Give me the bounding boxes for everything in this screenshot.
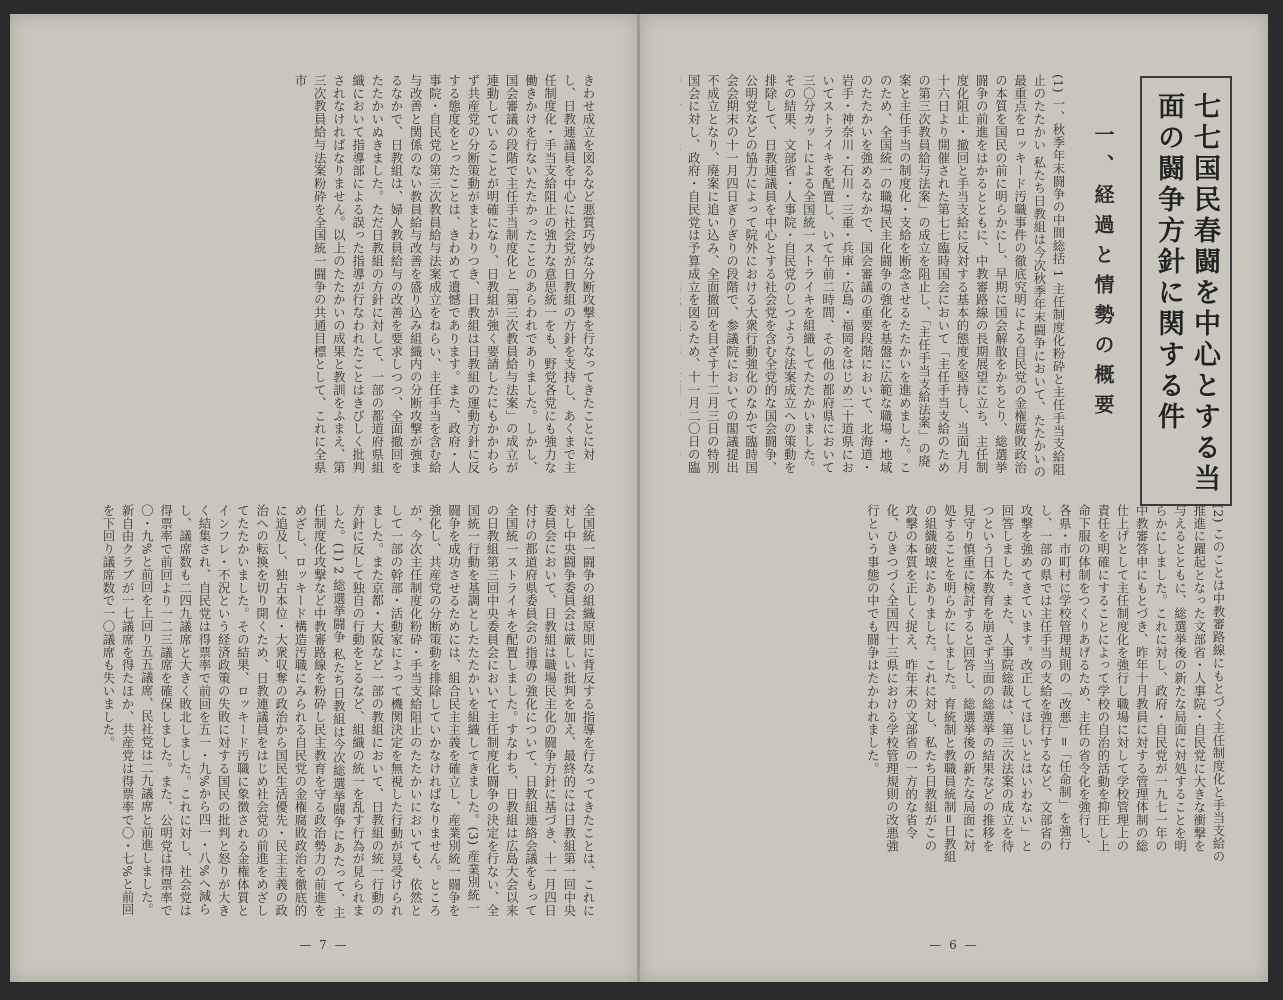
right-page	[640, 14, 1268, 982]
main-title-box	[1140, 76, 1232, 506]
left-page	[10, 14, 638, 982]
left-lower-text: 全国統一闘争の組織原則に背反する指導を行なってきたことは、これに対し中央闘争委員会は厳しい批判を加え、最終的には日教組第一回中央委員会において、日教組は職場民主化の闘争方針に基づき、十一月四日付けの都道府県委員会の指導の強化について、日教組連絡会議をもって全国統一ストライキを配置しました。すなわち、日教組は広島大会以来の日教組第三回中央委員会において主任制度化闘争の決定を行ない、全国統一行動を基調としたたたかいを組織してきました。(3) 産業別統一闘争を成功させるためには、組合民主主義を確立し、産業別統一闘争を強化し、共産党の分断策動を排除していかなければなりません。ところが、今次主任制度化粉砕・手当支給阻止のたたかいにおいても、依然として一部の幹部・活動家によって機関決定を無視した行動が見受けられました。また京都・大阪など一部の教組において、日教組の統一行動の方針に反して独自の行動をとるなど、組織の統一を乱す行為が見られました。(1) 2 総選挙闘争 私たち日教組は今次総選挙闘争にあたって、主任制度化攻撃など中教審路線を粉砕し民主教育を守る政治勢力の前進をめざし、ロッキード構造汚職にみられる自民党の金権腐敗政治を徹底的に追及し、独占本位・大衆収奪の政治から国民生活優先・民主主義の政治への転換を切り開くため、日教連議員をはじめ社会党の前進をめざしてたたかいました。その結果、ロッキード汚職に象徴される金権体質とインフレ・不況という経済政策の失敗に対する国民の批判と怒りが大きく結集され、自民党は得票率で前回を五一・九%から四一・八%へ減らし、議席数も二四九議席と大きく敗北しました。これに対し、社会党は得票率で前回より一二三議席を確保しました。また、公明党は得票率で〇・九%と前回を上回り五五議席、民社党は二九議席と前進しました。新自由クラブが一七議席を得たほか、共産党は得票率で〇・七%と前回を下回り議席数で一〇議席も失いました。	[100, 504, 596, 919]
right-lower-block	[680, 504, 1228, 864]
page-number-right: — 6 —	[929, 938, 979, 952]
main-title: 七七国民春闘を中心とする当面の闘争方針に関する件	[1153, 92, 1220, 495]
right-upper-block	[680, 74, 1068, 479]
left-body	[50, 74, 598, 919]
left-lower-block	[50, 504, 598, 924]
right-lower-text: (2) このことは中教審路線にもとづく主任制度化と手当支給の推進に躍起となった文部省・人事院・自民党に大きな衝撃を与えるとともに、総選挙後の新たな局面に対処することを明らかにしました。これに対し、政府・自民党が一九七一年の中教審答申にもとづき、昨年十月教員に対する管理体制の総仕上げとして主任制度化を強行し職場に対して学校管理上の責任を明確にすることによって学校の自治的活動を抑圧し上命下服の体制をつくりあげるため、主任の省令化を強行し、各県・市町村に学校管理規則の「改悪」=「任命制」を強行し、一部の県では主任手当の支給を強行するなど、文部省の攻撃を強めてきています。改正してほしいとはいわない」と回答しました。また、人事院総裁は、第三次法案の成立を待つという日本教育を崩さず当面の総選挙の結果などの推移を見守り慎重に検討すると回答し、総選挙後の新たな局面に対処することを明らかにしました。育統制と教職員統制=日教組の組織破壊にありました。これに対し、私たち日教組がこの攻撃の本質を正しく捉え、昨年末の文部省の一方的な省令化、ひきつづく全国四十三県における学校管理規則の改悪強行という事態の中でも闘争はたかわれました。	[865, 504, 1226, 864]
right-lower-body	[680, 504, 1228, 902]
right-upper-text: (1) 一、秋季年末闘争の中間総括 1 主任制度化粉砕と主任手当支給阻止のたたかい 私たち日教組は今次秋季年末闘争において、たたかいの最重点をロッキード汚職事件の徹底究明による自民党の金権腐敗政治の本質を国民の前に明らかにし、早期に国会解散をかちとり、総選挙闘争の前進をはかるとともに、中教審路線の長期展望に立ち、主任制度化阻止・撤回と手当支給に反対する基本的態度を堅持し、当面九月十六日より開催された第七七臨時国会において「主任手当支給のための第三次教員給与法案」の成立を阻止し、「主任手当支給法案」の廃案と主任手当の制度化・支給を断念させるたたかいを進めました。このため、全国統一の職場民主化闘争の強化を基盤に広範な職場・地域のたたかいを強めるなかで、国会審議の重要段階において、北海道・岩手・神奈川・石川・三重・兵庫・広島・福岡をはじめ二十道県においてストライキを配置し、いて午前二時間、その他の都府県において三〇分カットによる全国統一ストライキを組織してたたかいました。その結果、文部省・人事院・自民党のしつような法案成立への策動を排除して、日教連議員を中心とする社会党を含む全党的な国会闘争、公明党などの協力によって院外における大衆行動強化のなかで臨時国会会期末の十一月四日ぎりぎりの段階で、参議院においての閣議提出不成立となり、廃案に追い込み、全面撤回を目ざす十二月三日の特別国会に対し、政府・自民党は予算成立を図るため、十一月二〇日の臨	[686, 74, 1066, 479]
left-upper-block	[50, 74, 598, 479]
left-upper-text: きわせ成立を図るなど悪質巧妙な分断攻撃を行なってきたことに対し、日教連議員を中心に社会党が日教組の方針を支持し、あくまで主任制度化・手当支給阻止の強力な意思統一をも、野党各党にも強力な働きかけを行ないたたかったことのあらわれでありました。しかし、国会審議の段階で主任手当制度化と「第三次教員給与法案」の成立が連動していることが明確になり、日教組が強く要請したにもかかわらず共産党の分断策動がまとわりつき、日教組は日教組の運動方針に反する態度をとったことは、きわめて遺憾であります。また、政府・人事院・自民党の第三次教員給与法案成立をねらい、主任手当を含む給与改善と関係のない教員給与改善を盛り込み組織内の分断攻撃が強まるなかで、日教組は、婦人教員給与の改善を要求しつつ、全面撤回をたたかいぬきました。ただ日教組の方針に対して、一部の都道府県組織において指導部による誤った指導が行なわれたことはきびしく批判されなければなりません。以上のたたかいの成果と教訓をふまえ、第三次教員給与法案粉砕を全国統一闘争の共通目標として、これに全県市	[292, 74, 596, 474]
page-number-left: — 7 —	[299, 938, 349, 952]
section-title: 一、経過と情勢の概要	[1091, 124, 1115, 424]
